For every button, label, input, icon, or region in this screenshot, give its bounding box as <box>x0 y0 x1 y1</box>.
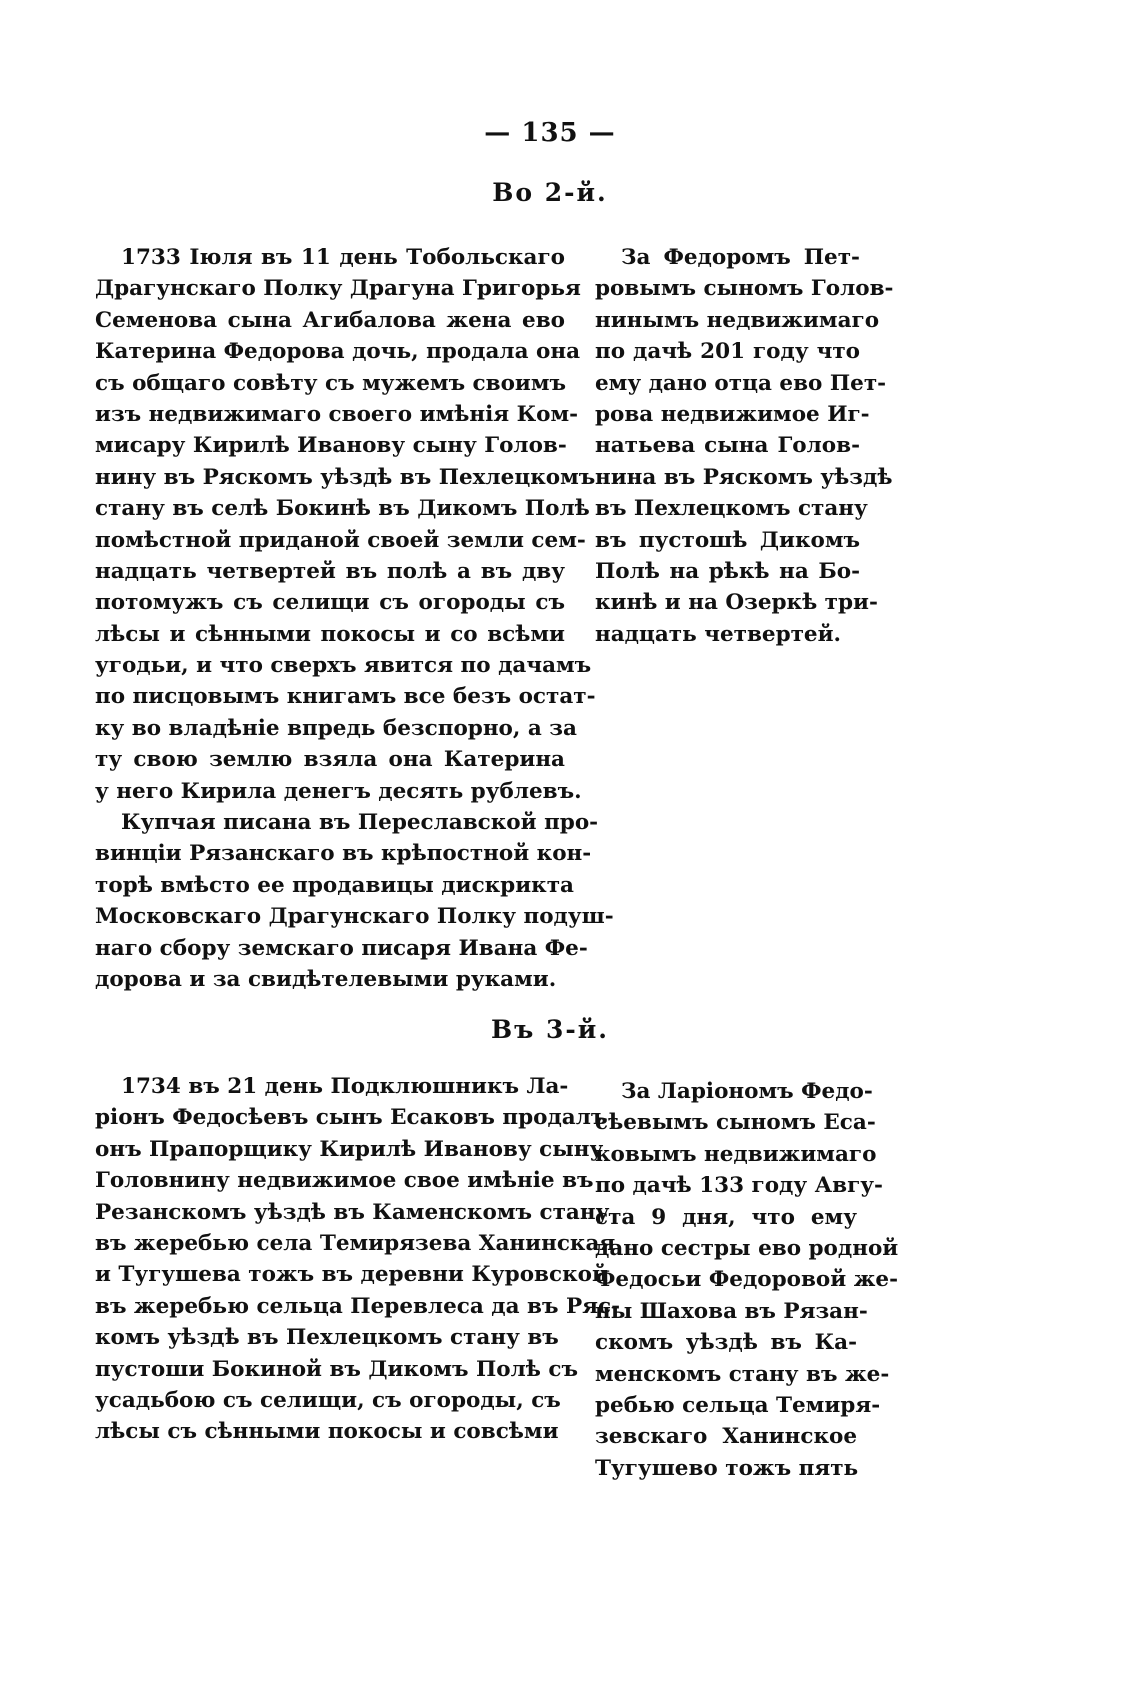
side-note-section-3 <box>595 1076 899 1484</box>
text-line: по дачѣ 133 году Авгу- <box>595 1173 883 1199</box>
text-line: усадьбою съ селищи, съ огороды, съ <box>95 1387 561 1413</box>
text-line: рова недвижимое Иг- <box>595 401 870 427</box>
text-line: наго сбору земскаго писаря Ивана Фе- <box>95 935 588 961</box>
text-line: стану въ селѣ Бокинѣ въ Дикомъ Полѣ <box>95 496 590 522</box>
text-line: ему дано отца ево Пет- <box>595 370 887 396</box>
text-line: и Тугушева тожъ въ деревни Куровской <box>95 1262 608 1288</box>
text-line: ту свою землю взяла она Катерина <box>95 747 565 773</box>
text-line: менскомъ стану въ же- <box>595 1361 890 1387</box>
text-line: мисару Кирилѣ Иванову сыну Голов- <box>95 433 567 459</box>
text-line: ріонъ Федосѣевъ сынъ Есаковъ продалъ <box>95 1105 608 1131</box>
deed-registration-paragraph <box>95 807 614 995</box>
text-line: въ пустошѣ Дикомъ <box>595 527 860 553</box>
side-note-paragraph <box>595 1076 899 1484</box>
text-line: Полѣ на рѣкѣ на Бо- <box>595 558 860 584</box>
text-line: Головнину недвижимое свое имѣніе въ <box>95 1168 594 1194</box>
text-line: дорова и за свидѣтелевыми руками. <box>95 966 557 992</box>
text-line: въ жеребью села Темирязева Ханинская <box>95 1230 616 1256</box>
text-line: натьева сына Голов- <box>595 433 860 459</box>
text-line: угодьи, и что сверхъ явится по дачамъ <box>95 653 592 679</box>
text-line: у него Кирила денегъ десять рублевъ. <box>95 778 582 804</box>
text-line: нина въ Ряскомъ уѣздѣ <box>595 464 893 490</box>
text-line: дано сестры ево родной <box>595 1235 899 1261</box>
text-line: зевскаго Ханинское <box>595 1424 857 1450</box>
text-line: скомъ уѣздѣ въ Ка- <box>595 1330 857 1356</box>
text-line: Московскаго Драгунскаго Полку подуш- <box>95 904 614 930</box>
text-line: надцать четвертей. <box>595 621 842 647</box>
text-line: нину въ Ряскомъ уѣздѣ въ Пехлецкомъ <box>95 464 596 490</box>
text-line: по дачѣ 201 году что <box>595 339 860 365</box>
text-line: торѣ вмѣсто ее продавицы дискрикта <box>95 872 574 898</box>
text-line: сѣевымъ сыномъ Еса- <box>595 1110 876 1136</box>
page-number: — 135 — <box>484 118 616 148</box>
text-line: Купчая писана въ Переславской про- <box>121 810 599 836</box>
text-line: Федосьи Федоровой же- <box>595 1267 899 1293</box>
text-line: ку во владѣніе впредь безспорно, а за <box>95 715 577 741</box>
text-line: въ Пехлецкомъ стану <box>595 496 868 522</box>
text-line: ны Шахова въ Рязан- <box>595 1298 868 1324</box>
text-line: комъ уѣздѣ въ Пехлецкомъ стану въ <box>95 1325 559 1351</box>
text-line: За Ларіономъ Федо- <box>621 1079 873 1104</box>
deed-paragraph <box>95 1071 621 1448</box>
text-line: Резанскомъ уѣздѣ въ Каменскомъ стану <box>95 1199 610 1225</box>
text-line: надцать четвертей въ полѣ а въ дву <box>95 558 565 584</box>
text-line: по писцовымъ книгамъ все безъ остат- <box>95 684 596 710</box>
text-line: кинѣ и на Озеркѣ три- <box>595 590 878 616</box>
text-line: онъ Прапорщику Кирилѣ Иванову сыну <box>95 1136 604 1162</box>
deed-text-section-2 <box>95 242 614 995</box>
section-heading-2: Во 2-й. <box>492 178 608 207</box>
text-line: пустоши Бокиной въ Дикомъ Полѣ съ <box>95 1356 578 1382</box>
side-note-section-2 <box>595 242 894 650</box>
text-line: Драгунскаго Полку Драгуна Григорья <box>95 276 581 302</box>
text-line: 1734 въ 21 день Подклюшникъ Ла- <box>121 1074 569 1099</box>
text-line: потомужъ съ селищи съ огороды съ <box>95 590 565 616</box>
text-line: Катерина Федорова дочь, продала она <box>95 339 581 365</box>
text-line: нинымъ недвижимаго <box>595 307 880 333</box>
text-line: ковымъ недвижимаго <box>595 1141 877 1167</box>
text-line: винціи Рязанскаго въ крѣпостной кон- <box>95 841 592 867</box>
text-line: лѣсы съ сѣнными покосы и совсѣми <box>95 1419 559 1445</box>
text-line: лѣсы и сѣнными покосы и со всѣми <box>95 621 565 647</box>
text-line: ровымъ сыномъ Голов- <box>595 276 894 302</box>
text-line: Тугушево тожъ пять <box>595 1455 859 1481</box>
text-line: Семенова сына Агибалова жена ево <box>95 307 565 333</box>
text-line: съ общаго совѣту съ мужемъ своимъ <box>95 370 567 396</box>
text-line: 1733 Іюля въ 11 день Тобольскаго <box>121 245 565 270</box>
section-heading-3: Въ 3-й. <box>490 1015 610 1044</box>
text-line: ста 9 дня, что ему <box>595 1204 857 1230</box>
text-line: ребью сельца Темиря- <box>595 1392 881 1418</box>
text-line: помѣстной приданой своей земли сем- <box>95 527 586 553</box>
text-line: въ жеребью сельца Перевлеса да въ Ряс- <box>95 1293 621 1319</box>
text-line: За Федоромъ Пет- <box>621 245 860 270</box>
deed-paragraph <box>95 242 596 807</box>
text-line: изъ недвижимаго своего имѣнія Ком- <box>95 401 579 427</box>
side-note-paragraph <box>595 242 894 650</box>
deed-text-section-3 <box>95 1071 621 1448</box>
